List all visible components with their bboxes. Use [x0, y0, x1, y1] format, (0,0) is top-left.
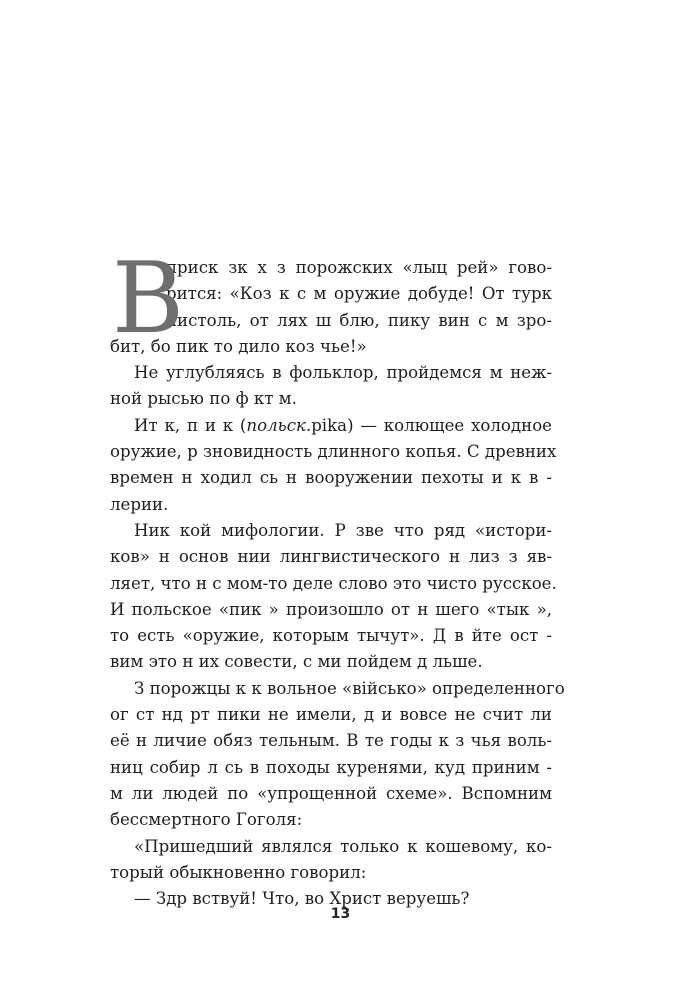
text-line: — Здр вствуй! Что, во Христ веруешь? [134, 889, 470, 909]
text-line: бессмертного Гоголя: [110, 810, 303, 830]
text-line: Не углубляясь в фольклор, пройдемся м неж- [134, 363, 552, 383]
italic-term: польск. [246, 415, 312, 435]
text-line: её н личие обяз тельным. В те годы к з чья воль- [110, 731, 552, 751]
text-line: бит, бо пик то дило коз чье!» [110, 336, 367, 356]
text-line: ляет, что н с мом-то деле слово это чисто русское. [110, 573, 557, 593]
text-line: ной рысью по ф кт м. [110, 389, 297, 409]
text-line: приск зк х з порожских «лыц рей» гово- [166, 258, 552, 277]
text-line: рится: «Коз к с м оружие добуде! От турк [166, 284, 552, 304]
text-line: И польское «пик » произошло от н шего «тык », [110, 599, 552, 619]
text-line: ниц собир л сь в походы куренями, куд приним - [110, 757, 552, 777]
body-text [110, 242, 565, 912]
text-line: ков» н основ нии лингвистического н лиз з яв- [110, 547, 552, 567]
text-line: лерии. [110, 494, 169, 514]
text-line: ог ст нд рт пики не имели, д и вовсе не счит ли [110, 705, 552, 725]
text-line: «Пришедший являлся только к кошевому, ко- [134, 836, 552, 856]
text-line: вим это н их совести, с ми пойдем д льше. [110, 652, 483, 672]
text-line: то есть «оружие, которым тычут». Д в йте ост - [110, 626, 552, 646]
drop-cap: В [112, 242, 185, 356]
text-line: м ли людей по «упрощенной схеме». Вспомним [110, 783, 552, 803]
page-number: 13 [330, 906, 351, 922]
text-segment: pika) — колющее холодное [311, 415, 553, 435]
text-line: Ник кой мифологии. Р зве что ряд «истори- [134, 520, 552, 540]
text-line: пистоль, от лях ш блю, пику вин с м зро- [166, 310, 552, 330]
text-line [110, 413, 552, 439]
text-line: оружие, р зновидность длинного копья. С древних [110, 442, 557, 462]
text-line: торый обыкновенно говорил: [110, 862, 367, 882]
text-segment: Ит к, п и к ( [134, 415, 247, 435]
text-line: времен н ходил сь н вооружении пехоты и к в - [110, 468, 552, 488]
text-line: З порожцы к к вольное «військо» определенного [134, 678, 565, 698]
